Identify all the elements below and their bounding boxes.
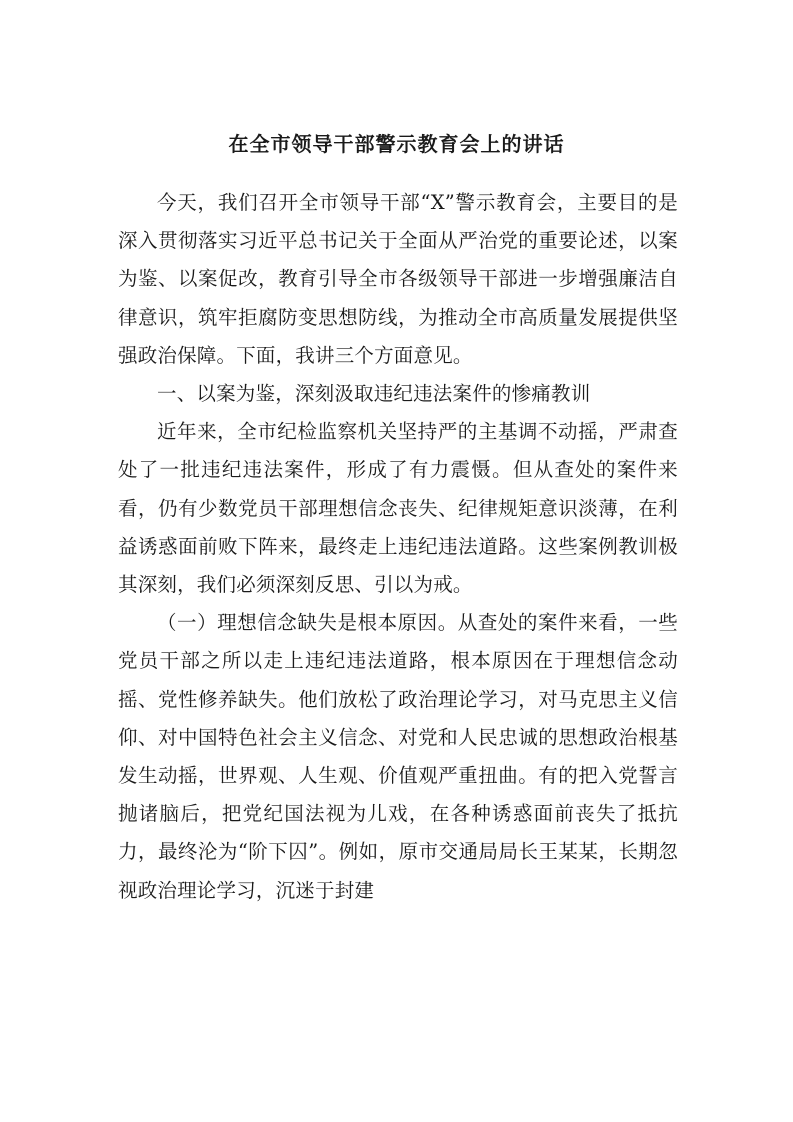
intro-paragraph: 今天，我们召开全市领导干部“X”警示教育会，主要目的是深入贯彻落实习近平总书记关于全面从严治党的重要论述，以案为鉴、以案促改，教育引导全市各级领导干部进一步增强廉洁自律意识，筑牢拒腐防变思想防线，为推动全市高质量发展提供坚强政治保障。下面，我讲三个方面意见。 bbox=[118, 191, 678, 367]
page-title: 在全市领导干部警示教育会上的讲话 bbox=[228, 132, 565, 156]
section-heading: 一、以案为鉴，深刻汲取违纪违法案件的惨痛教训 bbox=[157, 382, 591, 406]
subsection-paragraph: （一）理想信念缺失是根本原因。从查处的案件来看，一些党员干部之所以走上违纪违法道路，根本原因在于理想信念动摇、党性修养缺失。他们放松了政治理论学习，对马克思主义信仰、对中国特色社会主义信念、对党和人民忠诚的思想政治根基发生动摇，世界观、人生观、价值观严重扭曲。有的把入党誓言抛诸脑后，把党纪国法视为儿戏，在各种诱惑面前丧失了抵抗力，最终沦为“阶下囚”。例如，原市交通局局长王某某，长期忽视政治理论学习，沉迷于封建 bbox=[118, 611, 678, 902]
document-body bbox=[118, 184, 678, 910]
body-paragraph: 近年来，全市纪检监察机关坚持严的主基调不动摇，严肃查处了一批违纪违法案件，形成了有力震慑。但从查处的案件来看，仍有少数党员干部理想信念丧失、纪律规矩意识淡薄，在利益诱惑面前败下阵来，最终走上违纪违法道路。这些案例教训极其深刻，我们必须深刻反思、引以为戒。 bbox=[118, 420, 678, 597]
